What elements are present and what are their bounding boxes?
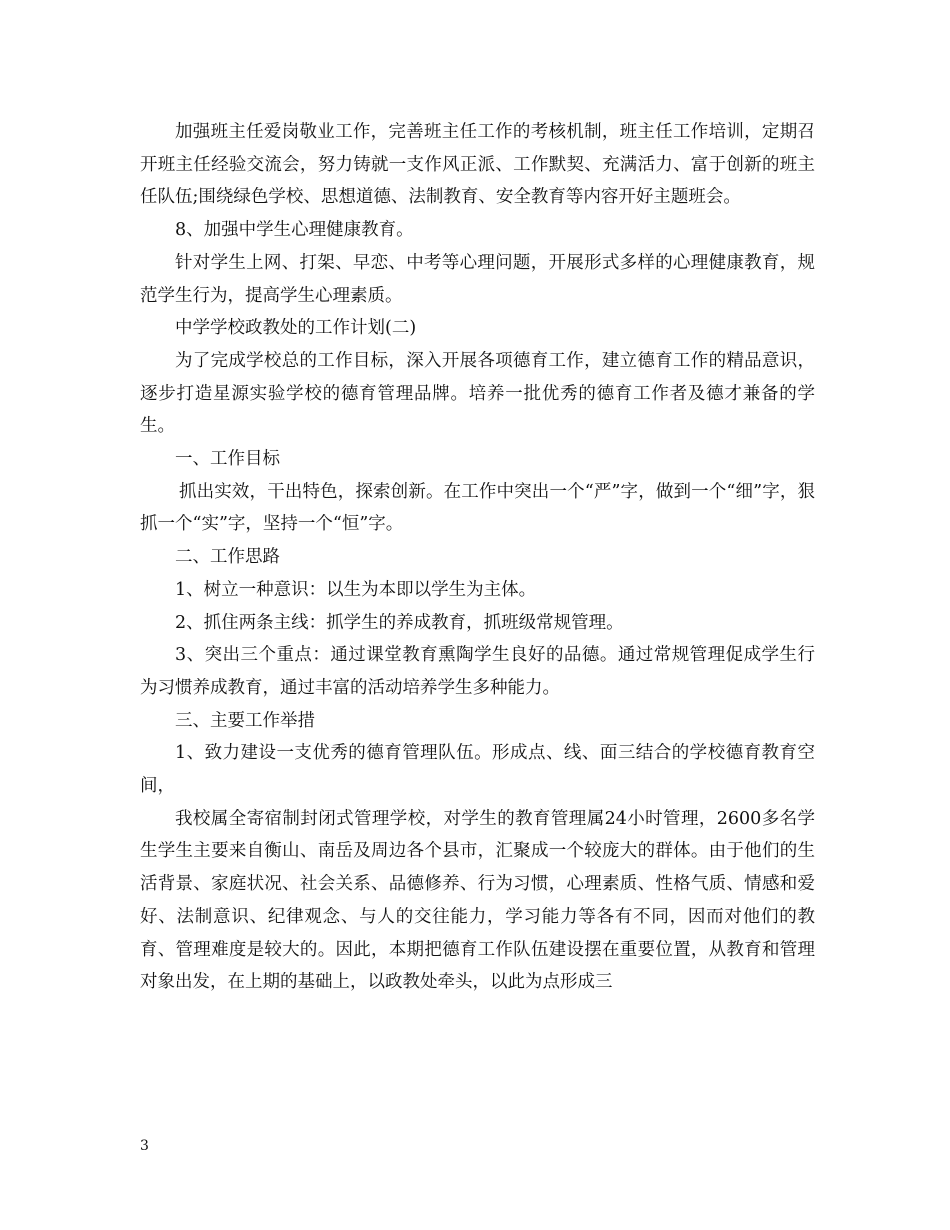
- heading-work-goals: 一、工作目标: [175, 449, 280, 470]
- paragraph-intro: 为了完成学校总的工作目标，深入开展各项德育工作，建立德育工作的精品意识，逐步打造星源实验学校的德育管理品牌。培养一批优秀的德育工作者及德才兼备的学生。: [140, 350, 815, 437]
- document-body: [140, 116, 815, 999]
- paragraph-school-description: 我校属全寄宿制封闭式管理学校，对学生的教育管理属24小时管理，2600多名学生学生主要来自衡山、南岳及周边各个县市，汇聚成一个较庞大的群体。由于他们的生活背景、家庭状况、社会关系、品德修养、行为习惯，心理素质、性格气质、情感和爱好、法制意识、纪律观念、与人的交往能力，学习能力等各有不同，因而对他们的教育、管理难度是较大的。因此，本期把德育工作队伍建设摆在重要位置，从教育和管理对象出发，在上期的基础上，以政教处牵头，以此为点形成三: [140, 808, 815, 993]
- heading-work-ideas: 二、工作思路: [175, 547, 280, 568]
- paragraph-class-teacher: 加强班主任爱岗敬业工作，完善班主任工作的考核机制，班主任工作培训，定期召开班主任经验交流会，努力铸就一支作风正派、工作默契、充满活力、富于创新的班主任队伍;围绕绿色学校、思想道德、法制教育、安全教育等内容开好主题班会。: [140, 122, 815, 208]
- list-item-idea-2: 2、抓住两条主线：抓学生的养成教育，抓班级常规管理。: [175, 612, 624, 633]
- heading-main-measures: 三、主要工作举措: [175, 710, 315, 731]
- list-item-idea-1: 1、树立一种意识：以生为本即以学生为主体。: [175, 579, 537, 600]
- page-number: 3: [140, 1138, 149, 1154]
- list-item-measure-1: 1、致力建设一支优秀的德育管理队伍。形成点、线、面三结合的学校德育教育空间，: [140, 743, 815, 797]
- section-title-plan-two: 中学学校政教处的工作计划(二): [175, 318, 417, 339]
- list-item-idea-3: 3、突出三个重点：通过课堂教育熏陶学生良好的品德。通过常规管理促成学生行为习惯养成教育，通过丰富的活动培养学生多种能力。: [140, 645, 815, 698]
- paragraph-heading-mental-health: 8、加强中学生心理健康教育。: [175, 220, 414, 241]
- paragraph-mental-health: 针对学生上网、打架、早恋、中考等心理问题，开展形式多样的心理健康教育，规范学生行为，提高学生心理素质。: [140, 252, 815, 306]
- paragraph-work-goals: 抓出实效，干出特色，探索创新。在工作中突出一个“严”字，做到一个“细”字，狠抓一个“实”字，坚持一个“恒”字。: [140, 481, 815, 535]
